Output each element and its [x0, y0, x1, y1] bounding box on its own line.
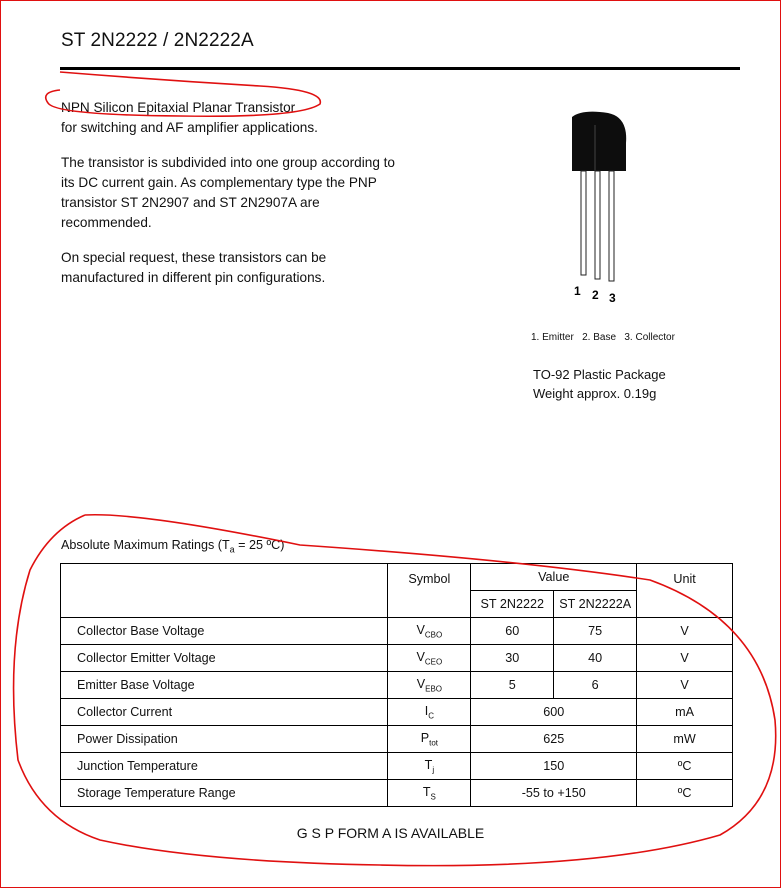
lead-3 — [609, 171, 614, 281]
unit-cell: V — [637, 618, 733, 645]
symbol-cell: $P_{tot}$ — [388, 726, 471, 753]
table-row — [61, 726, 733, 753]
table-row — [61, 780, 733, 807]
parameter-cell: Storage Temperature Range — [61, 780, 388, 807]
ratings-table — [60, 563, 733, 807]
to92-package-drawing — [540, 105, 650, 310]
symbol-header: Symbol — [388, 564, 471, 618]
unit-cell: mW — [637, 726, 733, 753]
pin-number-1: 1 — [574, 284, 581, 298]
table-header-row — [61, 564, 733, 591]
pin-number-2: 2 — [592, 288, 599, 302]
package-info — [533, 365, 666, 403]
pin-legend: 1. Emitter 2. Base 3. Collector — [531, 332, 675, 343]
intro-paragraph-3: On special request, these transistors can be manufactured in different pin configurations. — [61, 250, 327, 285]
package-weight: Weight approx. 0.19g — [533, 386, 657, 401]
value-cell: 150 — [471, 753, 637, 780]
table-row — [61, 672, 733, 699]
value-2n2222a-cell: 6 — [554, 672, 637, 699]
product-description: NPN Silicon Epitaxial Planar Transistor — [61, 100, 296, 115]
table-row — [61, 753, 733, 780]
ratings-body — [61, 618, 733, 807]
value-2n2222-cell: 60 — [471, 618, 554, 645]
col-2n2222a-header: ST 2N2222A — [554, 591, 637, 618]
symbol-cell: $T_j$ — [388, 753, 471, 780]
intro-text — [61, 98, 411, 303]
parameter-cell: Emitter Base Voltage — [61, 672, 388, 699]
value-header: Value — [471, 564, 637, 591]
col-2n2222-header: ST 2N2222 — [471, 591, 554, 618]
parameter-header — [61, 564, 388, 618]
symbol-cell: $I_C$ — [388, 699, 471, 726]
parameter-cell: Junction Temperature — [61, 753, 388, 780]
value-2n2222-cell: 5 — [471, 672, 554, 699]
unit-header: Unit — [637, 564, 733, 618]
parameter-cell: Power Dissipation — [61, 726, 388, 753]
pin-number-3: 3 — [609, 291, 616, 305]
unit-cell: V — [637, 645, 733, 672]
table-row — [61, 645, 733, 672]
value-2n2222-cell: 30 — [471, 645, 554, 672]
table-row — [61, 618, 733, 645]
value-2n2222a-cell: 75 — [554, 618, 637, 645]
package-name: TO-92 Plastic Package — [533, 367, 666, 382]
symbol-cell: $V_{CEO}$ — [388, 645, 471, 672]
intro-paragraph-2: The transistor is subdivided into one group according to its DC current gain. As complementary type the PNP transistor ST 2N2907 and ST 2N2907A are recommended. — [61, 155, 395, 230]
ratings-title: Absolute Maximum Ratings ($T_a = 25$ ºC) — [61, 538, 285, 555]
unit-cell: ºC — [637, 753, 733, 780]
value-cell: 625 — [471, 726, 637, 753]
parameter-cell: Collector Base Voltage — [61, 618, 388, 645]
table-row — [61, 699, 733, 726]
parameter-cell: Collector Current — [61, 699, 388, 726]
value-cell: -55 to +150 — [471, 780, 637, 807]
application-description: for switching and AF amplifier applications. — [61, 120, 318, 135]
page-title: ST 2N2222 / 2N2222A — [61, 30, 254, 51]
unit-cell: ºC — [637, 780, 733, 807]
lead-1 — [581, 171, 586, 275]
symbol-cell: $V_{EBO}$ — [388, 672, 471, 699]
symbol-cell: $V_{CBO}$ — [388, 618, 471, 645]
form-availability-note: G S P FORM A IS AVAILABLE — [296, 825, 485, 841]
unit-cell: mA — [637, 699, 733, 726]
value-cell: 600 — [471, 699, 637, 726]
parameter-cell: Collector Emitter Voltage — [61, 645, 388, 672]
package-body — [572, 112, 626, 171]
intro-paragraph-1 — [61, 98, 411, 138]
symbol-cell: $T_S$ — [388, 780, 471, 807]
title-rule — [60, 67, 740, 70]
unit-cell: V — [637, 672, 733, 699]
value-2n2222a-cell: 40 — [554, 645, 637, 672]
lead-2 — [595, 171, 600, 279]
